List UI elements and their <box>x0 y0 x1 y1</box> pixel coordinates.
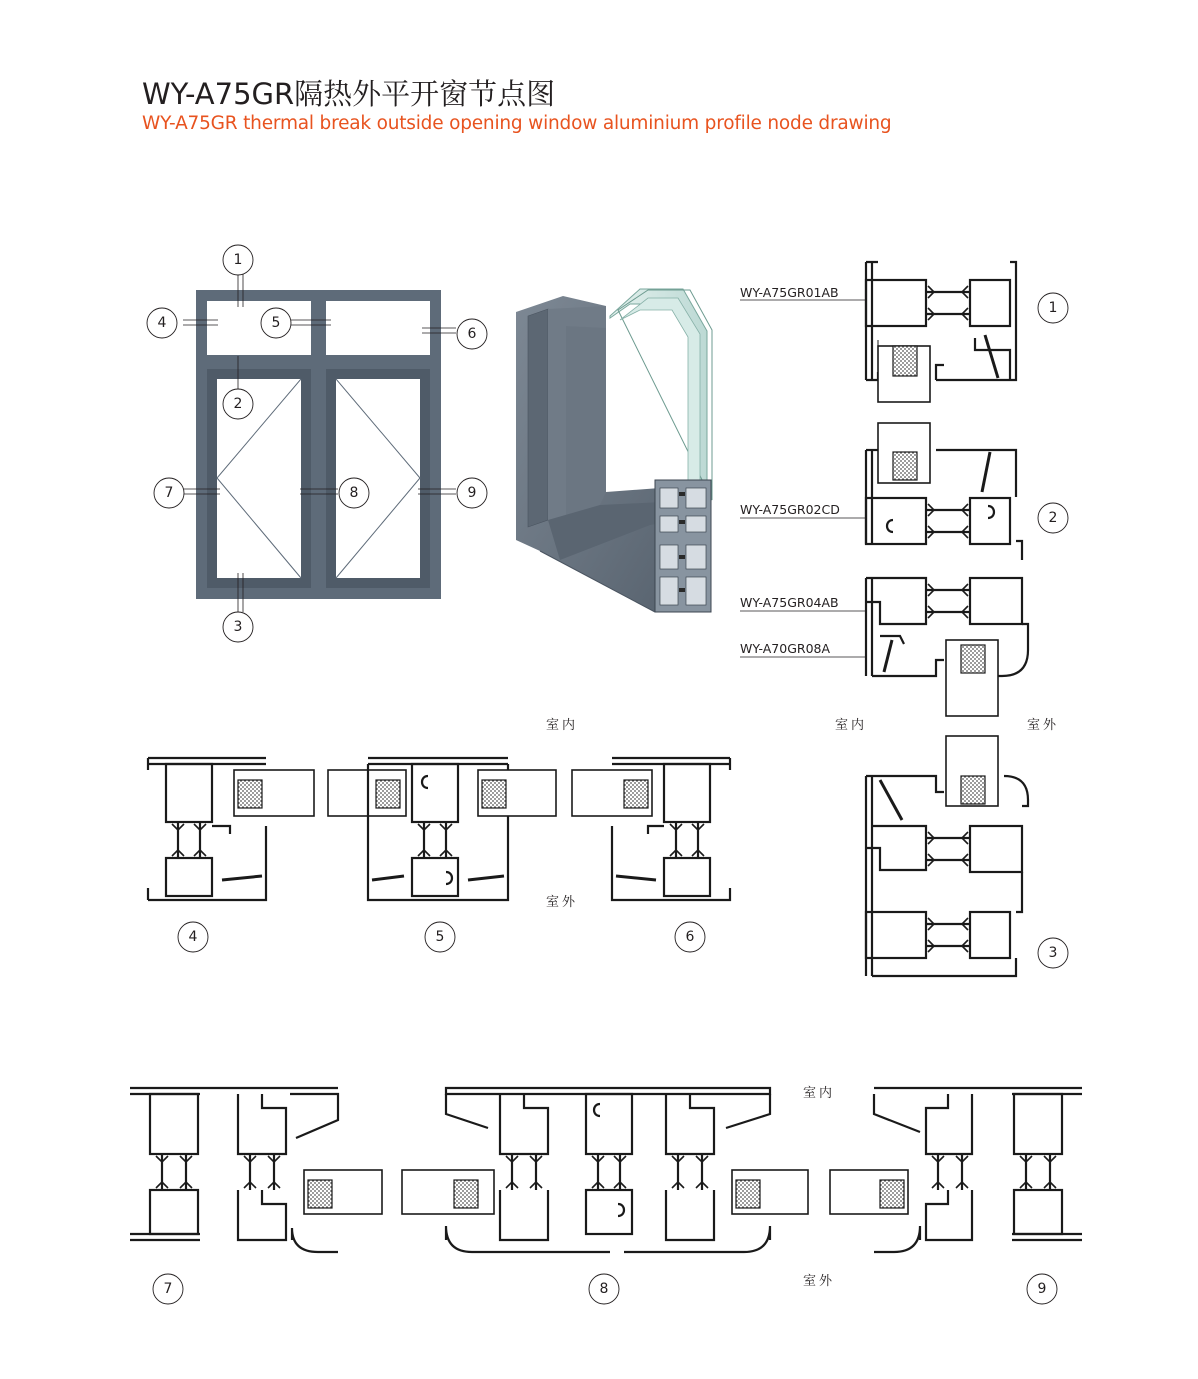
section-6-profile <box>572 758 730 900</box>
svg-text:5: 5 <box>435 929 445 945</box>
svg-text:4: 4 <box>157 315 167 331</box>
svg-text:WY-A70GR08A: WY-A70GR08A <box>740 641 831 656</box>
svg-text:8: 8 <box>599 1281 609 1297</box>
section-2-profile <box>866 423 1022 560</box>
section-2b-profile <box>866 578 1028 716</box>
section-1-profile <box>866 262 1016 402</box>
svg-text:2: 2 <box>1048 510 1058 526</box>
section-5-profile <box>328 758 556 900</box>
svg-text:9: 9 <box>1037 1281 1047 1297</box>
callout-5-icon <box>261 308 291 338</box>
zone-outdoor-1: 室外 <box>1027 718 1060 733</box>
zone-outdoor-2: 室外 <box>546 895 579 910</box>
callout-4-icon <box>147 308 177 338</box>
svg-text:3: 3 <box>1048 945 1058 961</box>
svg-text:7: 7 <box>164 485 174 501</box>
section-number-8 <box>589 1274 619 1304</box>
section-number-7 <box>153 1274 183 1304</box>
svg-text:2: 2 <box>233 396 243 412</box>
svg-text:WY-A75GR02CD: WY-A75GR02CD <box>740 502 840 517</box>
section-number-6 <box>675 922 705 952</box>
svg-text:6: 6 <box>685 929 695 945</box>
callout-8-icon <box>339 478 369 508</box>
callout-7-icon <box>154 478 184 508</box>
part-code-3 <box>740 595 866 611</box>
svg-text:7: 7 <box>163 1281 173 1297</box>
section-number-9 <box>1027 1274 1057 1304</box>
part-code-2 <box>740 502 866 518</box>
section-9-profile <box>830 1088 1082 1252</box>
section-number-5 <box>425 922 455 952</box>
section-number-3 <box>1038 938 1068 968</box>
svg-text:4: 4 <box>188 929 198 945</box>
svg-text:8: 8 <box>349 485 359 501</box>
zone-indoor-3: 室内 <box>803 1086 836 1101</box>
callout-2-icon <box>223 389 253 419</box>
zone-indoor-1: 室内 <box>546 718 579 733</box>
window-elevation <box>147 245 487 642</box>
zone-outdoor-3: 室外 <box>803 1274 836 1289</box>
page-title: WY-A75GR隔热外平开窗节点图 <box>142 77 556 111</box>
callout-3-icon <box>223 612 253 642</box>
section-number-4 <box>178 922 208 952</box>
svg-text:1: 1 <box>233 252 243 268</box>
svg-text:6: 6 <box>467 326 477 342</box>
profile-3d-corner <box>516 289 712 612</box>
page-subtitle: WY-A75GR thermal break outside opening window aluminium profile node drawing <box>142 113 892 134</box>
svg-text:3: 3 <box>233 619 243 635</box>
svg-text:9: 9 <box>467 485 477 501</box>
zone-indoor-2: 室内 <box>835 718 868 733</box>
section-7-profile <box>130 1088 382 1252</box>
section-8-profile <box>402 1088 808 1252</box>
svg-text:WY-A75GR01AB: WY-A75GR01AB <box>740 285 839 300</box>
section-number-1 <box>1038 293 1068 323</box>
callout-1-icon <box>223 245 253 275</box>
part-code-4 <box>740 641 866 657</box>
callout-6-icon <box>457 319 487 349</box>
svg-text:1: 1 <box>1048 300 1058 316</box>
section-4-profile <box>148 758 314 900</box>
svg-text:WY-A75GR04AB: WY-A75GR04AB <box>740 595 839 610</box>
part-code-1 <box>740 285 866 300</box>
section-3-profile <box>866 736 1028 976</box>
callout-9-icon <box>457 478 487 508</box>
svg-text:5: 5 <box>271 315 281 331</box>
section-number-2 <box>1038 503 1068 533</box>
